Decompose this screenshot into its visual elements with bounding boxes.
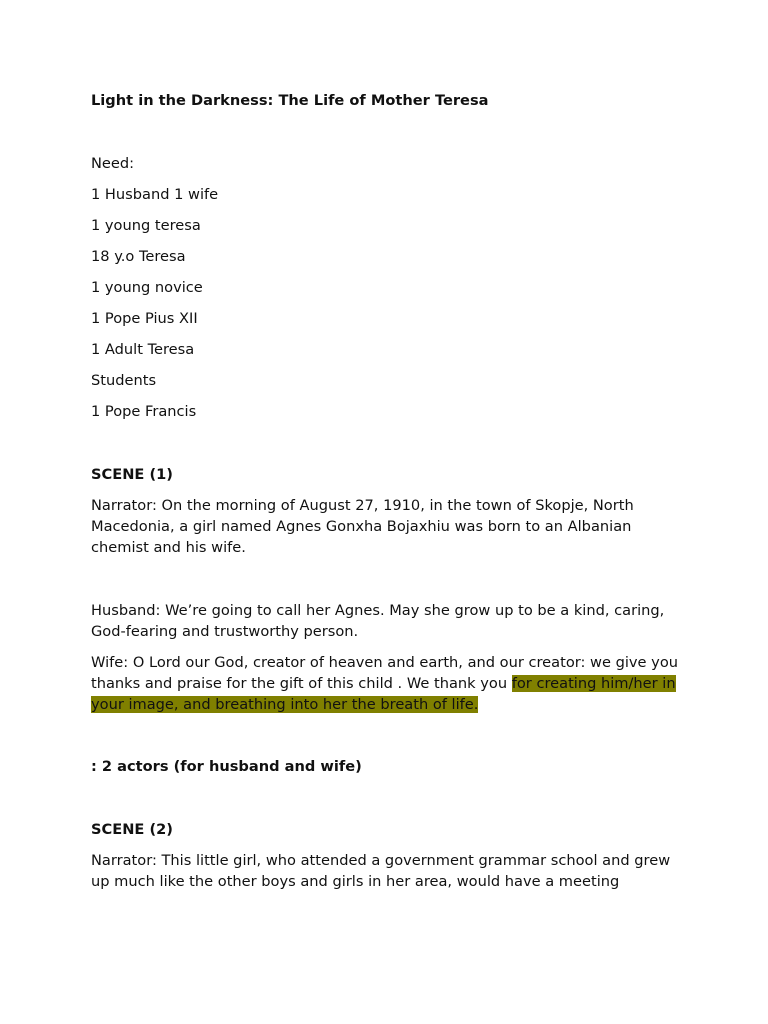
scene-1-heading: SCENE (1) — [91, 466, 173, 483]
actors-note: : 2 actors (for husband and wife) — [91, 758, 362, 775]
husband-line: Husband: We’re going to call her Agnes. May she grow up to be a kind, caring, God-fearing and trustworthy person. — [91, 602, 665, 640]
document-page — [91, 90, 691, 892]
scene-1-narrator: Narrator: On the morning of August 27, 1910, in the town of Skopje, North Macedonia, a girl named Agnes Gonxha Bojaxhiu was born to an Albanian chemist and his wife. — [91, 497, 634, 556]
scene-2-narrator: Narrator: This little girl, who attended a government grammar school and grew up much like the other boys and girls in her area, would have a meeting — [91, 852, 671, 890]
cast-item: 1 young teresa — [91, 217, 201, 234]
cast-item: Students — [91, 372, 157, 389]
cast-item: 1 Adult Teresa — [91, 341, 195, 358]
cast-item: 18 y.o Teresa — [91, 248, 186, 265]
highlighted-text: for creating him/her in your image, and breathing into her the breath of life. — [91, 675, 676, 713]
need-label: Need: — [91, 155, 135, 172]
wife-line-text: Wife: O Lord our God, creator of heaven and earth, and our creator: we give you thanks and praise for the gift of this child . We thank you — [91, 654, 678, 692]
document-title: Light in the Darkness: The Life of Mother Teresa — [91, 92, 489, 109]
cast-item: 1 Pope Pius XII — [91, 310, 198, 327]
wife-line — [91, 652, 691, 715]
cast-item: 1 Pope Francis — [91, 403, 197, 420]
cast-item: 1 Husband 1 wife — [91, 186, 219, 203]
scene-2-heading: SCENE (2) — [91, 821, 173, 838]
cast-item: 1 young novice — [91, 279, 203, 296]
